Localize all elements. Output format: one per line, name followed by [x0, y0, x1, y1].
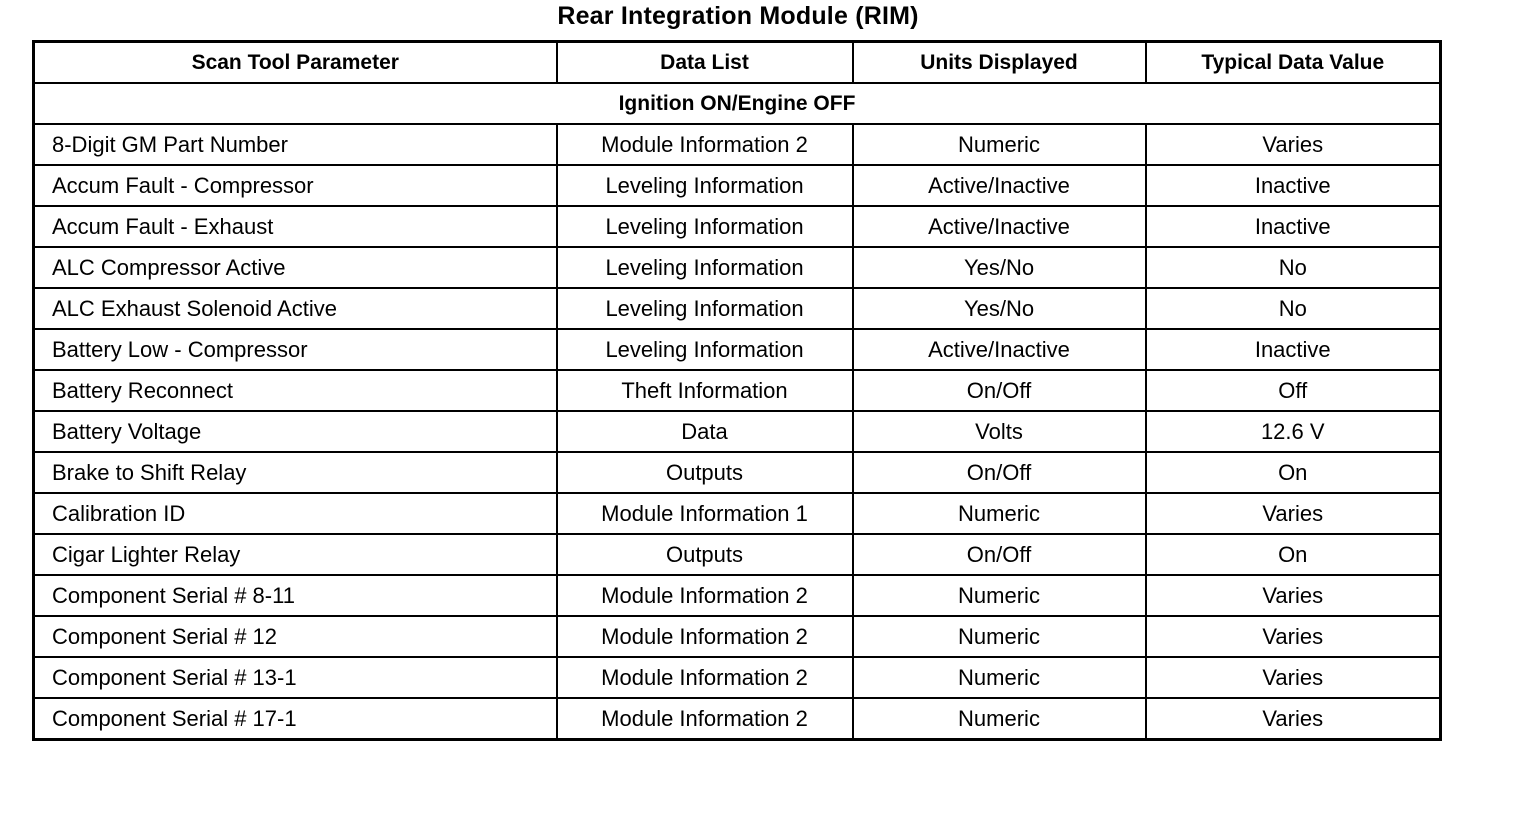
- cell-data-list: Outputs: [557, 534, 853, 575]
- cell-data-list: Leveling Information: [557, 329, 853, 370]
- cell-data-list: Leveling Information: [557, 165, 853, 206]
- cell-units: Numeric: [853, 616, 1146, 657]
- table-row: [34, 247, 1441, 288]
- cell-data-list: Module Information 1: [557, 493, 853, 534]
- cell-data-list: Leveling Information: [557, 247, 853, 288]
- cell-units: On/Off: [853, 452, 1146, 493]
- cell-parameter: Component Serial # 8-11: [34, 575, 557, 616]
- cell-data-list: Theft Information: [557, 370, 853, 411]
- cell-data-list: Module Information 2: [557, 575, 853, 616]
- header-row: [34, 42, 1441, 84]
- cell-typical-value: Varies: [1146, 575, 1441, 616]
- cell-parameter: ALC Exhaust Solenoid Active: [34, 288, 557, 329]
- cell-typical-value: No: [1146, 288, 1441, 329]
- cell-units: Active/Inactive: [853, 329, 1146, 370]
- cell-units: Yes/No: [853, 247, 1146, 288]
- table-row: [34, 124, 1441, 165]
- cell-data-list: Data: [557, 411, 853, 452]
- cell-typical-value: No: [1146, 247, 1441, 288]
- cell-parameter: Accum Fault - Exhaust: [34, 206, 557, 247]
- header-scan-tool-parameter: Scan Tool Parameter: [34, 42, 557, 84]
- cell-units: Numeric: [853, 657, 1146, 698]
- cell-typical-value: Varies: [1146, 616, 1441, 657]
- cell-parameter: Component Serial # 12: [34, 616, 557, 657]
- cell-typical-value: Inactive: [1146, 329, 1441, 370]
- table-title: Rear Integration Module (RIM): [557, 2, 919, 30]
- table-row: [34, 370, 1441, 411]
- cell-parameter: Battery Voltage: [34, 411, 557, 452]
- cell-units: Volts: [853, 411, 1146, 452]
- cell-typical-value: Varies: [1146, 698, 1441, 740]
- cell-typical-value: 12.6 V: [1146, 411, 1441, 452]
- cell-parameter: Battery Reconnect: [34, 370, 557, 411]
- cell-typical-value: On: [1146, 534, 1441, 575]
- cell-typical-value: Varies: [1146, 124, 1441, 165]
- cell-parameter: Battery Low - Compressor: [34, 329, 557, 370]
- cell-units: Numeric: [853, 575, 1146, 616]
- cell-typical-value: Off: [1146, 370, 1441, 411]
- table-row: [34, 206, 1441, 247]
- rim-data-table: [32, 40, 1442, 741]
- table-row: [34, 657, 1441, 698]
- cell-parameter: Brake to Shift Relay: [34, 452, 557, 493]
- table-row: [34, 288, 1441, 329]
- cell-parameter: Component Serial # 17-1: [34, 698, 557, 740]
- cell-data-list: Module Information 2: [557, 124, 853, 165]
- cell-units: Numeric: [853, 493, 1146, 534]
- table-row: [34, 452, 1441, 493]
- header-data-list: Data List: [557, 42, 853, 84]
- cell-typical-value: Inactive: [1146, 165, 1441, 206]
- cell-units: Yes/No: [853, 288, 1146, 329]
- table-row: [34, 411, 1441, 452]
- cell-data-list: Module Information 2: [557, 657, 853, 698]
- cell-data-list: Leveling Information: [557, 206, 853, 247]
- table-row: [34, 165, 1441, 206]
- cell-units: Active/Inactive: [853, 165, 1146, 206]
- cell-typical-value: Varies: [1146, 493, 1441, 534]
- cell-parameter: Component Serial # 13-1: [34, 657, 557, 698]
- table-row: [34, 616, 1441, 657]
- cell-typical-value: On: [1146, 452, 1441, 493]
- cell-typical-value: Inactive: [1146, 206, 1441, 247]
- table-row: [34, 575, 1441, 616]
- section-row: [34, 83, 1441, 124]
- cell-data-list: Module Information 2: [557, 616, 853, 657]
- cell-typical-value: Varies: [1146, 657, 1441, 698]
- cell-data-list: Leveling Information: [557, 288, 853, 329]
- cell-parameter: ALC Compressor Active: [34, 247, 557, 288]
- cell-units: On/Off: [853, 370, 1146, 411]
- header-units-displayed: Units Displayed: [853, 42, 1146, 84]
- cell-units: Numeric: [853, 698, 1146, 740]
- table-row: [34, 329, 1441, 370]
- cell-parameter: 8-Digit GM Part Number: [34, 124, 557, 165]
- cell-parameter: Cigar Lighter Relay: [34, 534, 557, 575]
- cell-units: Active/Inactive: [853, 206, 1146, 247]
- cell-units: On/Off: [853, 534, 1146, 575]
- table-row: [34, 493, 1441, 534]
- header-typical-data-value: Typical Data Value: [1146, 42, 1441, 84]
- cell-parameter: Accum Fault - Compressor: [34, 165, 557, 206]
- cell-units: Numeric: [853, 124, 1146, 165]
- section-label: Ignition ON/Engine OFF: [34, 83, 1441, 124]
- table-row: [34, 698, 1441, 740]
- cell-data-list: Module Information 2: [557, 698, 853, 740]
- cell-data-list: Outputs: [557, 452, 853, 493]
- cell-parameter: Calibration ID: [34, 493, 557, 534]
- table-row: [34, 534, 1441, 575]
